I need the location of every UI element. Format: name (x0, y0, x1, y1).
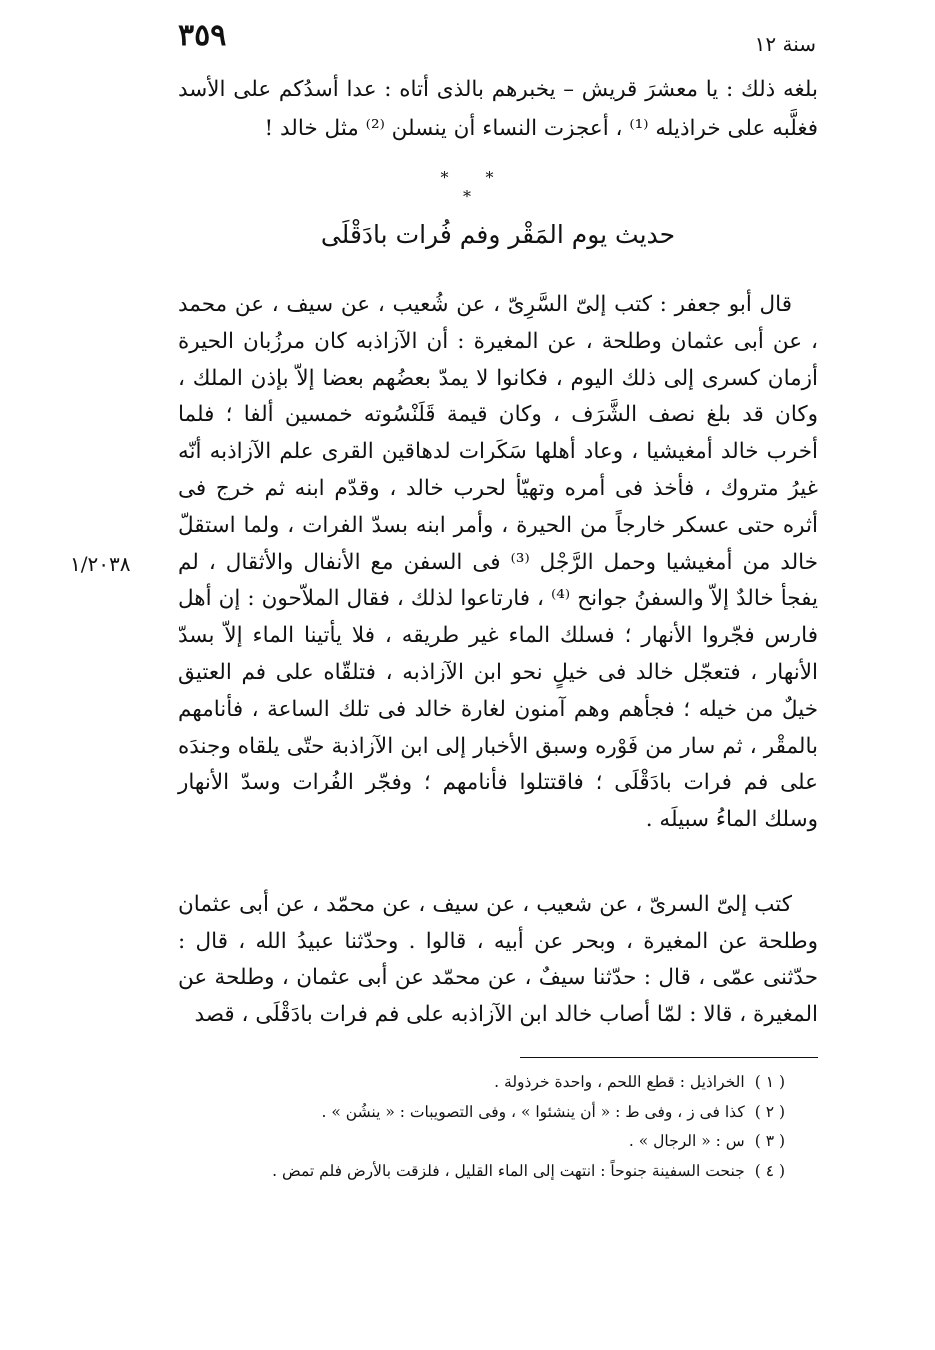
footnote-divider (520, 1057, 818, 1058)
footnote-item (220, 1157, 785, 1187)
footnote-text: س : « الرجال » . (628, 1132, 745, 1150)
section-heading: حديث يوم المَقْر وفم فُرات بادَقْلَى (320, 220, 676, 249)
footnote-item (220, 1068, 785, 1098)
footnote-text: الخراذيل : قطع اللحم ، واحدة خرذولة . (494, 1073, 745, 1091)
margin-reference-number: ١/٢٠٣٨ (70, 552, 131, 576)
footnote-number: ( ٣ ) (754, 1132, 785, 1150)
intro-paragraph: بلغه ذلك : يا معشرَ قريش – يخبرهم بالذى أتاه : عدا أسدُكم على الأسد فغلَّبه على خراذيله ⁽¹⁾ ، أعجزت النساء أن ينسلن ⁽²⁾ مثل خالد ! (178, 77, 818, 141)
footnotes (220, 1068, 785, 1186)
body-paragraph-1: قال أبو جعفر : كتب إلىّ السَّرِىّ ، عن شُعيب ، عن سيف ، عن محمد ، عن أبى عثمان وطلحة ، عن المغيرة : أن الآزاذبه كان مرزُبان الحيرة أزمان كسرى إلى ذلك اليوم ، فكانوا لا يمدّ بعضُهم بعضا إلاّ بإذن الملك ، وكان قد بلغ نصف الشَّرَف ، وكان قيمة قَلَنْسُوته خمسين ألفا ؛ فلما أخرب خالد أمغيشيا ، وعاد أهلها سَكَرات لدهاقين القرى علم الآزاذبه أنّه غيرُ متروك ، فأخذ فى أمره وتهيّأ لحرب خالد ، وقدّم ابنه ثم خرج فى أثره حتى عسكر خارجاً من الحيرة ، وأمر ابنه بسدّ الفرات ، ولما استقلّ خالد من أمغيشيا وحمل الرَّجْل ⁽³⁾ فى السفن مع الأنفال والأثقال ، لم يفجأ خالدٌ إلاّ والسفنُ جوانح ⁽⁴⁾ ، فارتاعوا لذلك ، فقال الملاّحون : إن أهل فارس فجّروا الأنهار ؛ فسلك الماء غير طريقه ، فلا يأتينا الماء إلاّ بسدّ الأنهار ، فتعجّل خالد فى خيلٍ نحو ابن الآزاذبه ، فتلقّاه على فم العتيق خيلٌ من خيله ؛ فجأهم وهم آمنون لغارة خالد فى تلك الساعة ، فأنامهم بالمقْر ، ثم سار من فَوْره وسبق الأخبار إلى ابن الآزاذبة حتّى يلقاه وجندَه على فم فرات بادَقْلَى ؛ فاقتتلوا فأنامهم ؛ وفجّر الفُرات وسدّ الأنهار وسلك الماءُ سبيلَه . (178, 292, 818, 833)
body-paragraph-2: كتب إلىّ السرىّ ، عن شعيب ، عن سيف ، عن محمّد ، عن أبى عثمان وطلحة عن المغيرة ، وبحر عن أبيه ، قالوا . وحدّثنا عبيدُ الله ، قال : حدّثنى عمّى ، قال : حدّثنا سيفٌ ، عن محمّد عن أبى عثمان ، وطلحة عن المغيرة ، قالا : لمّا أصاب خالد ابن الآزاذبه على فم فرات بادَقْلَى ، قصد (178, 892, 818, 1027)
footnote-item (220, 1127, 785, 1157)
footnote-item (220, 1098, 785, 1128)
running-head: سنة ١٢ (754, 32, 816, 56)
section-separator: * * * (440, 168, 510, 206)
page-header (178, 18, 816, 58)
page-number: ٣٥٩ (178, 18, 227, 53)
footnote-text: كذا فى ز ، وفى ط : « أن ينشئوا » ، وفى التصويبات : « ينشُن » . (321, 1102, 745, 1121)
footnote-number: ( ٤ ) (754, 1161, 785, 1180)
footnote-text: جنحت السفينة جنوحاً : انتهت إلى الماء القليل ، فلزقت بالأرض فلم تمض . (272, 1161, 745, 1180)
footnote-number: ( ٢ ) (754, 1102, 785, 1121)
footnote-number: ( ١ ) (754, 1073, 785, 1091)
